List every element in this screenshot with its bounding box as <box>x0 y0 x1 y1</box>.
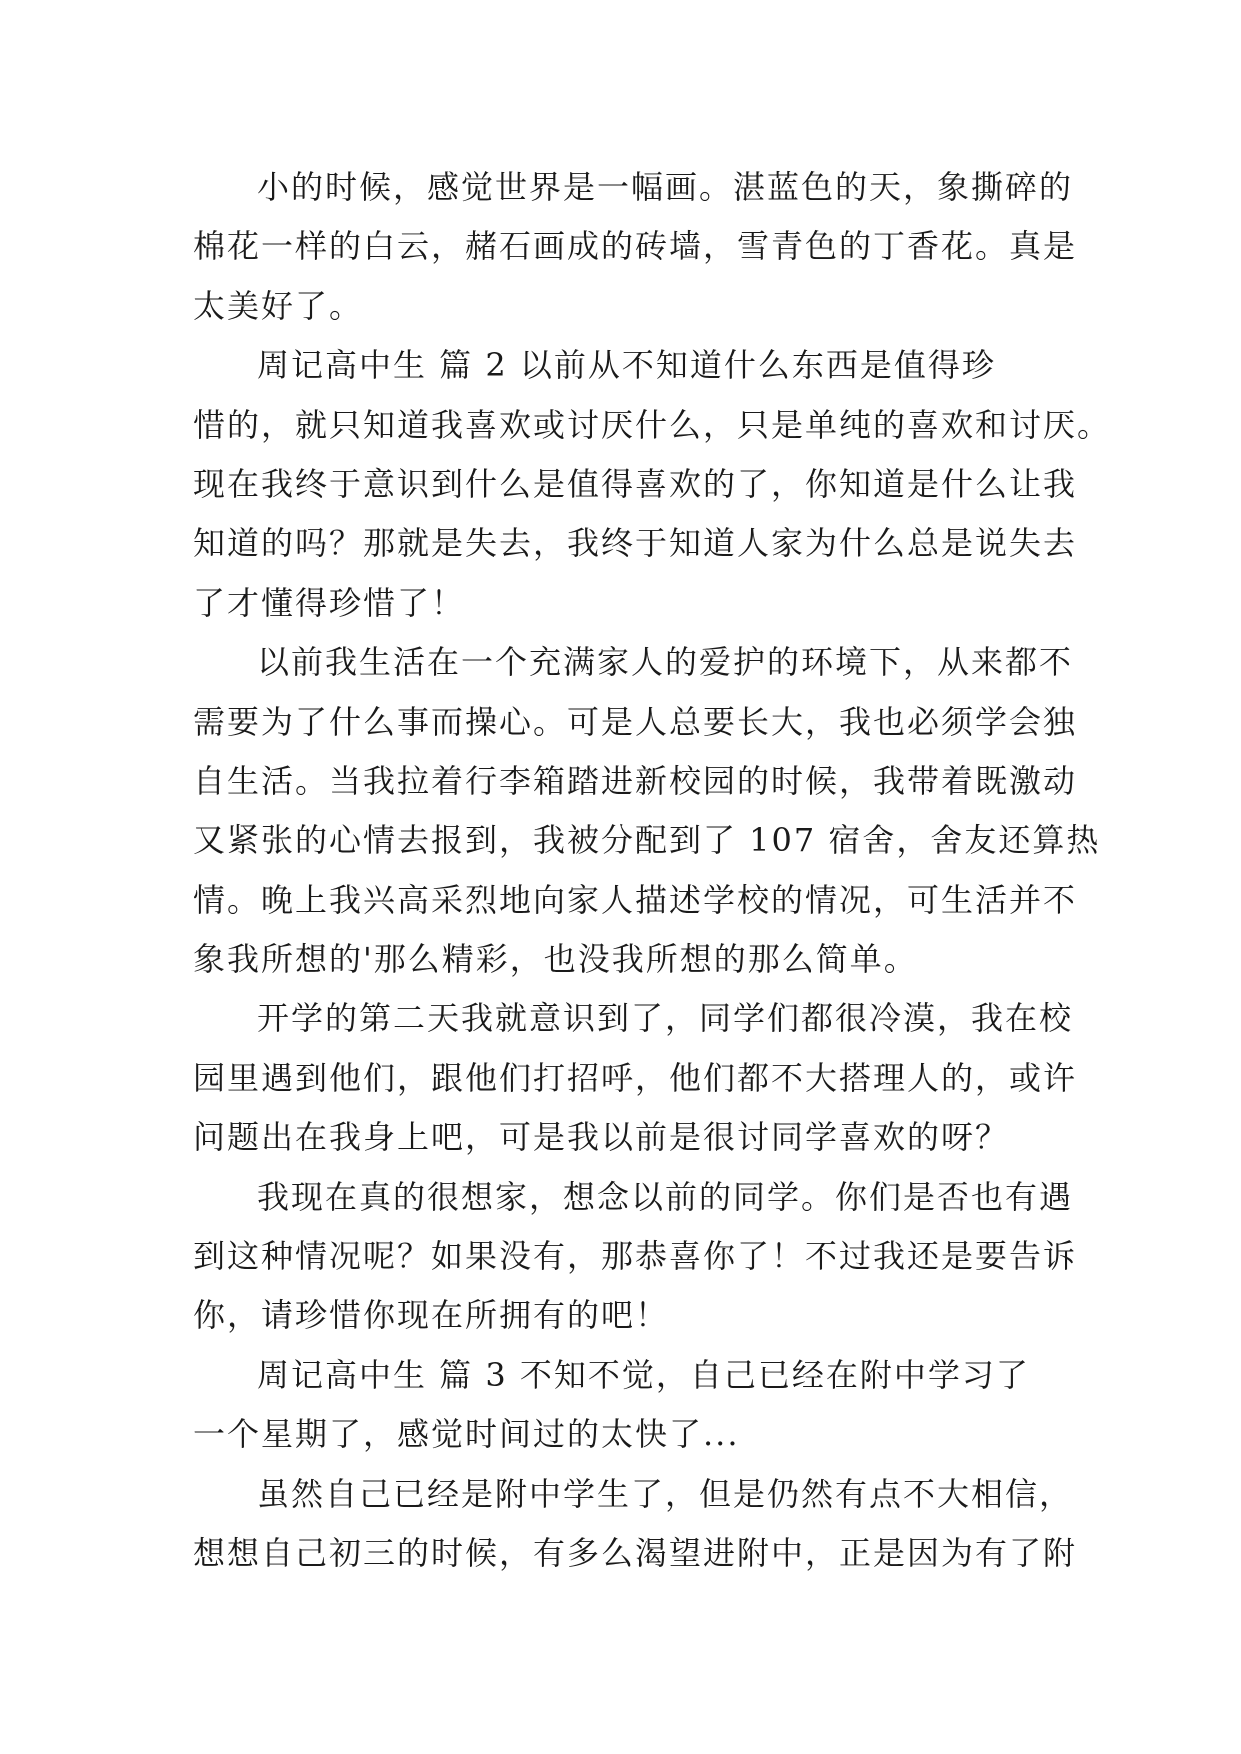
text-line: 一个星期了，感觉时间过的太快了... <box>193 1415 740 1454</box>
text-line: 你，请珍惜你现在所拥有的吧！ <box>193 1296 670 1335</box>
body-text <box>193 158 1112 1583</box>
text-line: 现在我终于意识到什么是值得喜欢的了，你知道是什么让我 <box>193 464 1078 503</box>
text-line: 太美好了。 <box>193 286 364 325</box>
text-line: 问题出在我身上吧，可是我以前是很讨同学喜欢的呀？ <box>193 1118 1010 1157</box>
text-line: 我现在真的很想家，想念以前的同学。你们是否也有遇 <box>257 1177 1074 1216</box>
section-heading-line: 周记高中生 篇 3 不知不觉，自己已经在附中学习了 <box>257 1355 1030 1394</box>
text-line: 情。晚上我兴高采烈地向家人描述学校的情况，可生活并不 <box>193 880 1078 919</box>
text-line: 小的时候，感觉世界是一幅画。湛蓝色的天，象撕碎的 <box>257 168 1074 206</box>
text-line: 想想自己初三的时候，有多么渴望进附中，正是因为有了附 <box>193 1533 1078 1572</box>
text-line: 惜的，就只知道我喜欢或讨厌什么，只是单纯的喜欢和讨厌。 <box>193 405 1112 444</box>
text-line: 了才懂得珍惜了！ <box>193 583 466 622</box>
text-line: 象我所想的'那么精彩，也没我所想的那么简单。 <box>193 940 918 979</box>
text-line: 到这种情况呢？如果没有，那恭喜你了！不过我还是要告诉 <box>193 1237 1078 1276</box>
text-line: 开学的第二天我就意识到了，同学们都很冷漠，我在校 <box>257 999 1074 1038</box>
section-heading-line: 周记高中生 篇 2 以前从不知道什么东西是值得珍 <box>257 346 996 385</box>
text-line: 又紧张的心情去报到，我被分配到了 107 宿舍，舍友还算热 <box>193 821 1101 860</box>
text-line: 需要为了什么事而操心。可是人总要长大，我也必须学会独 <box>193 702 1078 741</box>
text-line: 虽然自己已经是附中学生了，但是仍然有点不大相信， <box>257 1474 1074 1513</box>
text-line: 以前我生活在一个充满家人的爱护的环境下，从来都不 <box>257 643 1074 682</box>
text-line: 知道的吗？那就是失去，我终于知道人家为什么总是说失去 <box>193 524 1078 563</box>
text-line: 棉花一样的白云，赭石画成的砖墙，雪青色的丁香花。真是 <box>193 227 1078 266</box>
text-line: 园里遇到他们，跟他们打招呼，他们都不大搭理人的，或许 <box>193 1058 1078 1097</box>
text-line: 自生活。当我拉着行李箱踏进新校园的时候，我带着既激动 <box>193 761 1078 800</box>
